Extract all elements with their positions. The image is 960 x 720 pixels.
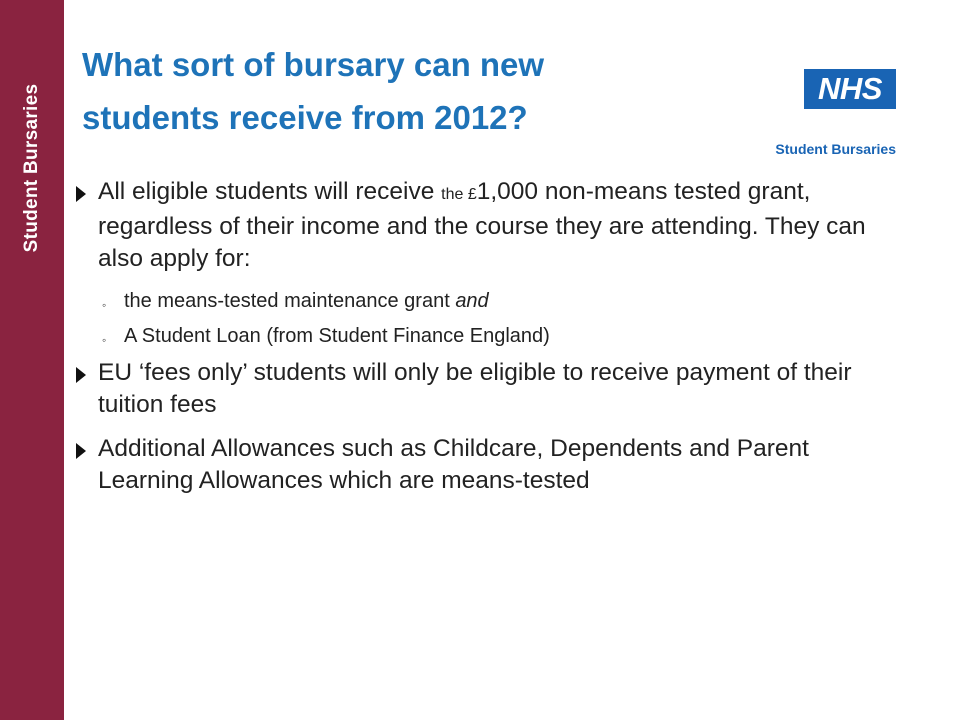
triangle-bullet-icon [76,367,86,383]
sub-bullet-item [74,322,904,350]
triangle-bullet-icon [76,443,86,459]
sub-bullet-item [74,287,904,315]
bullet-text: 1,000 non-means tested grant, regardless of their income and the course they are attending. They can also apply for: [98,178,866,272]
sub-bullet-text: A Student Loan (from Student Finance England) [124,325,550,347]
slide-title-line-1: What sort of bursary can new [82,46,545,83]
bullet-item [74,357,904,421]
sidebar-label: Student Bursaries [21,83,42,253]
nhs-logo [744,66,900,166]
bullet-text: EU ‘fees only’ students will only be eligible to receive payment of their tuition fees [98,359,852,418]
circle-bullet-icon: ◦ [102,298,107,312]
bullet-text: Additional Allowances such as Childcare, Dependents and Parent Learning Allowances which are means-tested [98,435,809,494]
circle-bullet-icon: ◦ [102,333,107,347]
sub-bullet-list [74,287,904,350]
nhs-logo-box: NHS [804,69,896,109]
bullet-text-small: the £ [441,186,477,203]
bullet-text: All eligible students will receive [98,178,442,205]
sub-bullet-text: the means-tested maintenance grant [124,290,456,312]
triangle-bullet-icon [76,186,86,202]
slide-title [82,38,722,144]
slide-title-line-2: students receive from 2012? [82,99,528,136]
sidebar [0,0,64,720]
bullet-item [74,433,904,497]
bullet-list [74,176,904,509]
sub-bullet-text-italic: and [455,290,489,312]
bullet-item [74,176,904,275]
nhs-logo-subtitle: Student Bursaries [775,141,896,157]
